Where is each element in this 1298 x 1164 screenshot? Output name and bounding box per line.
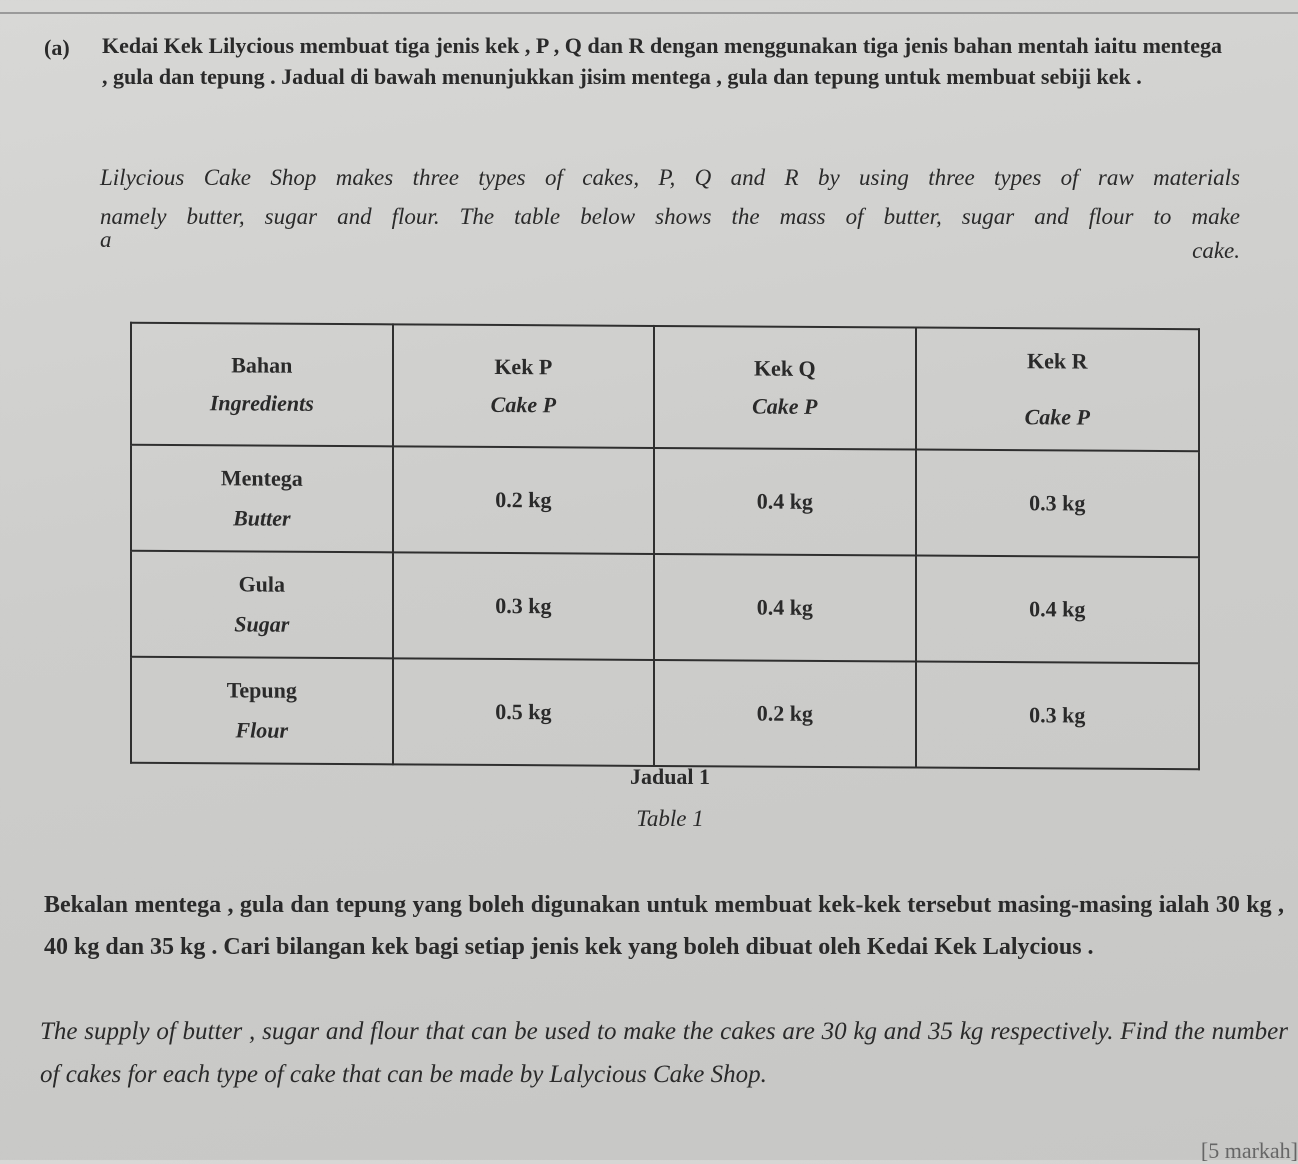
header-malay: Bahan <box>231 352 293 378</box>
header-malay: Kek P <box>494 353 553 380</box>
table-cell: 0.5 kg <box>393 658 654 766</box>
header-malay: Kek Q <box>753 355 816 381</box>
english-intro-line2: namely butter, sugar and flour. The table below shows the mass of butter, sugar and flour to make <box>100 204 1240 229</box>
header-cake-p <box>393 324 654 448</box>
table-header-row <box>131 323 1199 452</box>
english-intro-line1: Lilycious Cake Shop makes three types of cakes, P, Q and R by using three types of raw materials <box>100 165 1240 190</box>
header-ingredients <box>131 323 393 447</box>
row-english: Butter <box>233 505 291 531</box>
row-malay: Tepung <box>226 677 297 703</box>
supply-english-text: The supply of butter , sugar and flour that can be used to make the cakes are 30 kg and 35 kg respectively. Find the number of cakes for each type of cake that can be made by Lalycious Cake Shop. <box>40 1018 1288 1088</box>
marks-label: [5 markah] <box>1200 1138 1298 1163</box>
ingredients-table <box>130 322 1200 771</box>
table-caption-english: Table 1 <box>636 806 704 831</box>
header-english: Cake P <box>490 391 557 418</box>
table-row <box>131 657 1199 770</box>
row-malay: Gula <box>238 571 286 597</box>
row-english: Flour <box>235 717 289 743</box>
row-malay: Mentega <box>220 465 303 491</box>
table-cell: 0.4 kg <box>654 448 915 556</box>
header-cake-q <box>654 326 915 450</box>
table-cell: 0.2 kg <box>654 660 915 768</box>
english-intro-cake: cake. <box>1192 238 1240 263</box>
row-label-butter <box>131 445 393 553</box>
table-cell: 0.3 kg <box>916 662 1199 770</box>
supply-malay-text: Bekalan mentega , gula dan tepung yang boleh digunakan untuk membuat kek-kek tersebut masing-masing ialah 30 kg , 40 kg dan 35 kg . Cari bilangan kek bagi setiap jenis kek yang boleh dibuat oleh Kedai Kek Lalycious . <box>44 892 1284 960</box>
header-english: Cake P <box>1024 404 1090 430</box>
english-intro-text <box>100 158 1240 236</box>
row-label-flour <box>131 657 393 765</box>
table-cell: 0.3 kg <box>916 450 1199 558</box>
header-english: Ingredients <box>209 390 314 416</box>
table-cell: 0.3 kg <box>393 552 654 660</box>
row-label-sugar <box>131 551 393 659</box>
table-cell: 0.2 kg <box>393 446 654 554</box>
row-english: Sugar <box>234 611 290 637</box>
english-intro-a: a <box>100 227 112 252</box>
table-cell: 0.4 kg <box>916 556 1199 664</box>
top-divider <box>0 12 1298 14</box>
table-caption-malay: Jadual 1 <box>629 764 711 789</box>
table-row <box>131 445 1199 558</box>
table-cell: 0.4 kg <box>654 554 915 662</box>
header-english: Cake P <box>752 393 818 419</box>
table-row <box>131 551 1199 664</box>
question-label: (a) <box>44 35 70 60</box>
header-cake-r <box>916 328 1199 452</box>
malay-intro-text: Kedai Kek Lilycious membuat tiga jenis kek , P , Q dan R dengan menggunakan tiga jenis bahan mentah iaitu mentega , gula dan tepung . Jadual di bawah menunjukkan jisim mentega , gula dan tepung untuk membuat sebiji kek . <box>102 33 1222 89</box>
header-malay: Kek R <box>1027 348 1088 374</box>
